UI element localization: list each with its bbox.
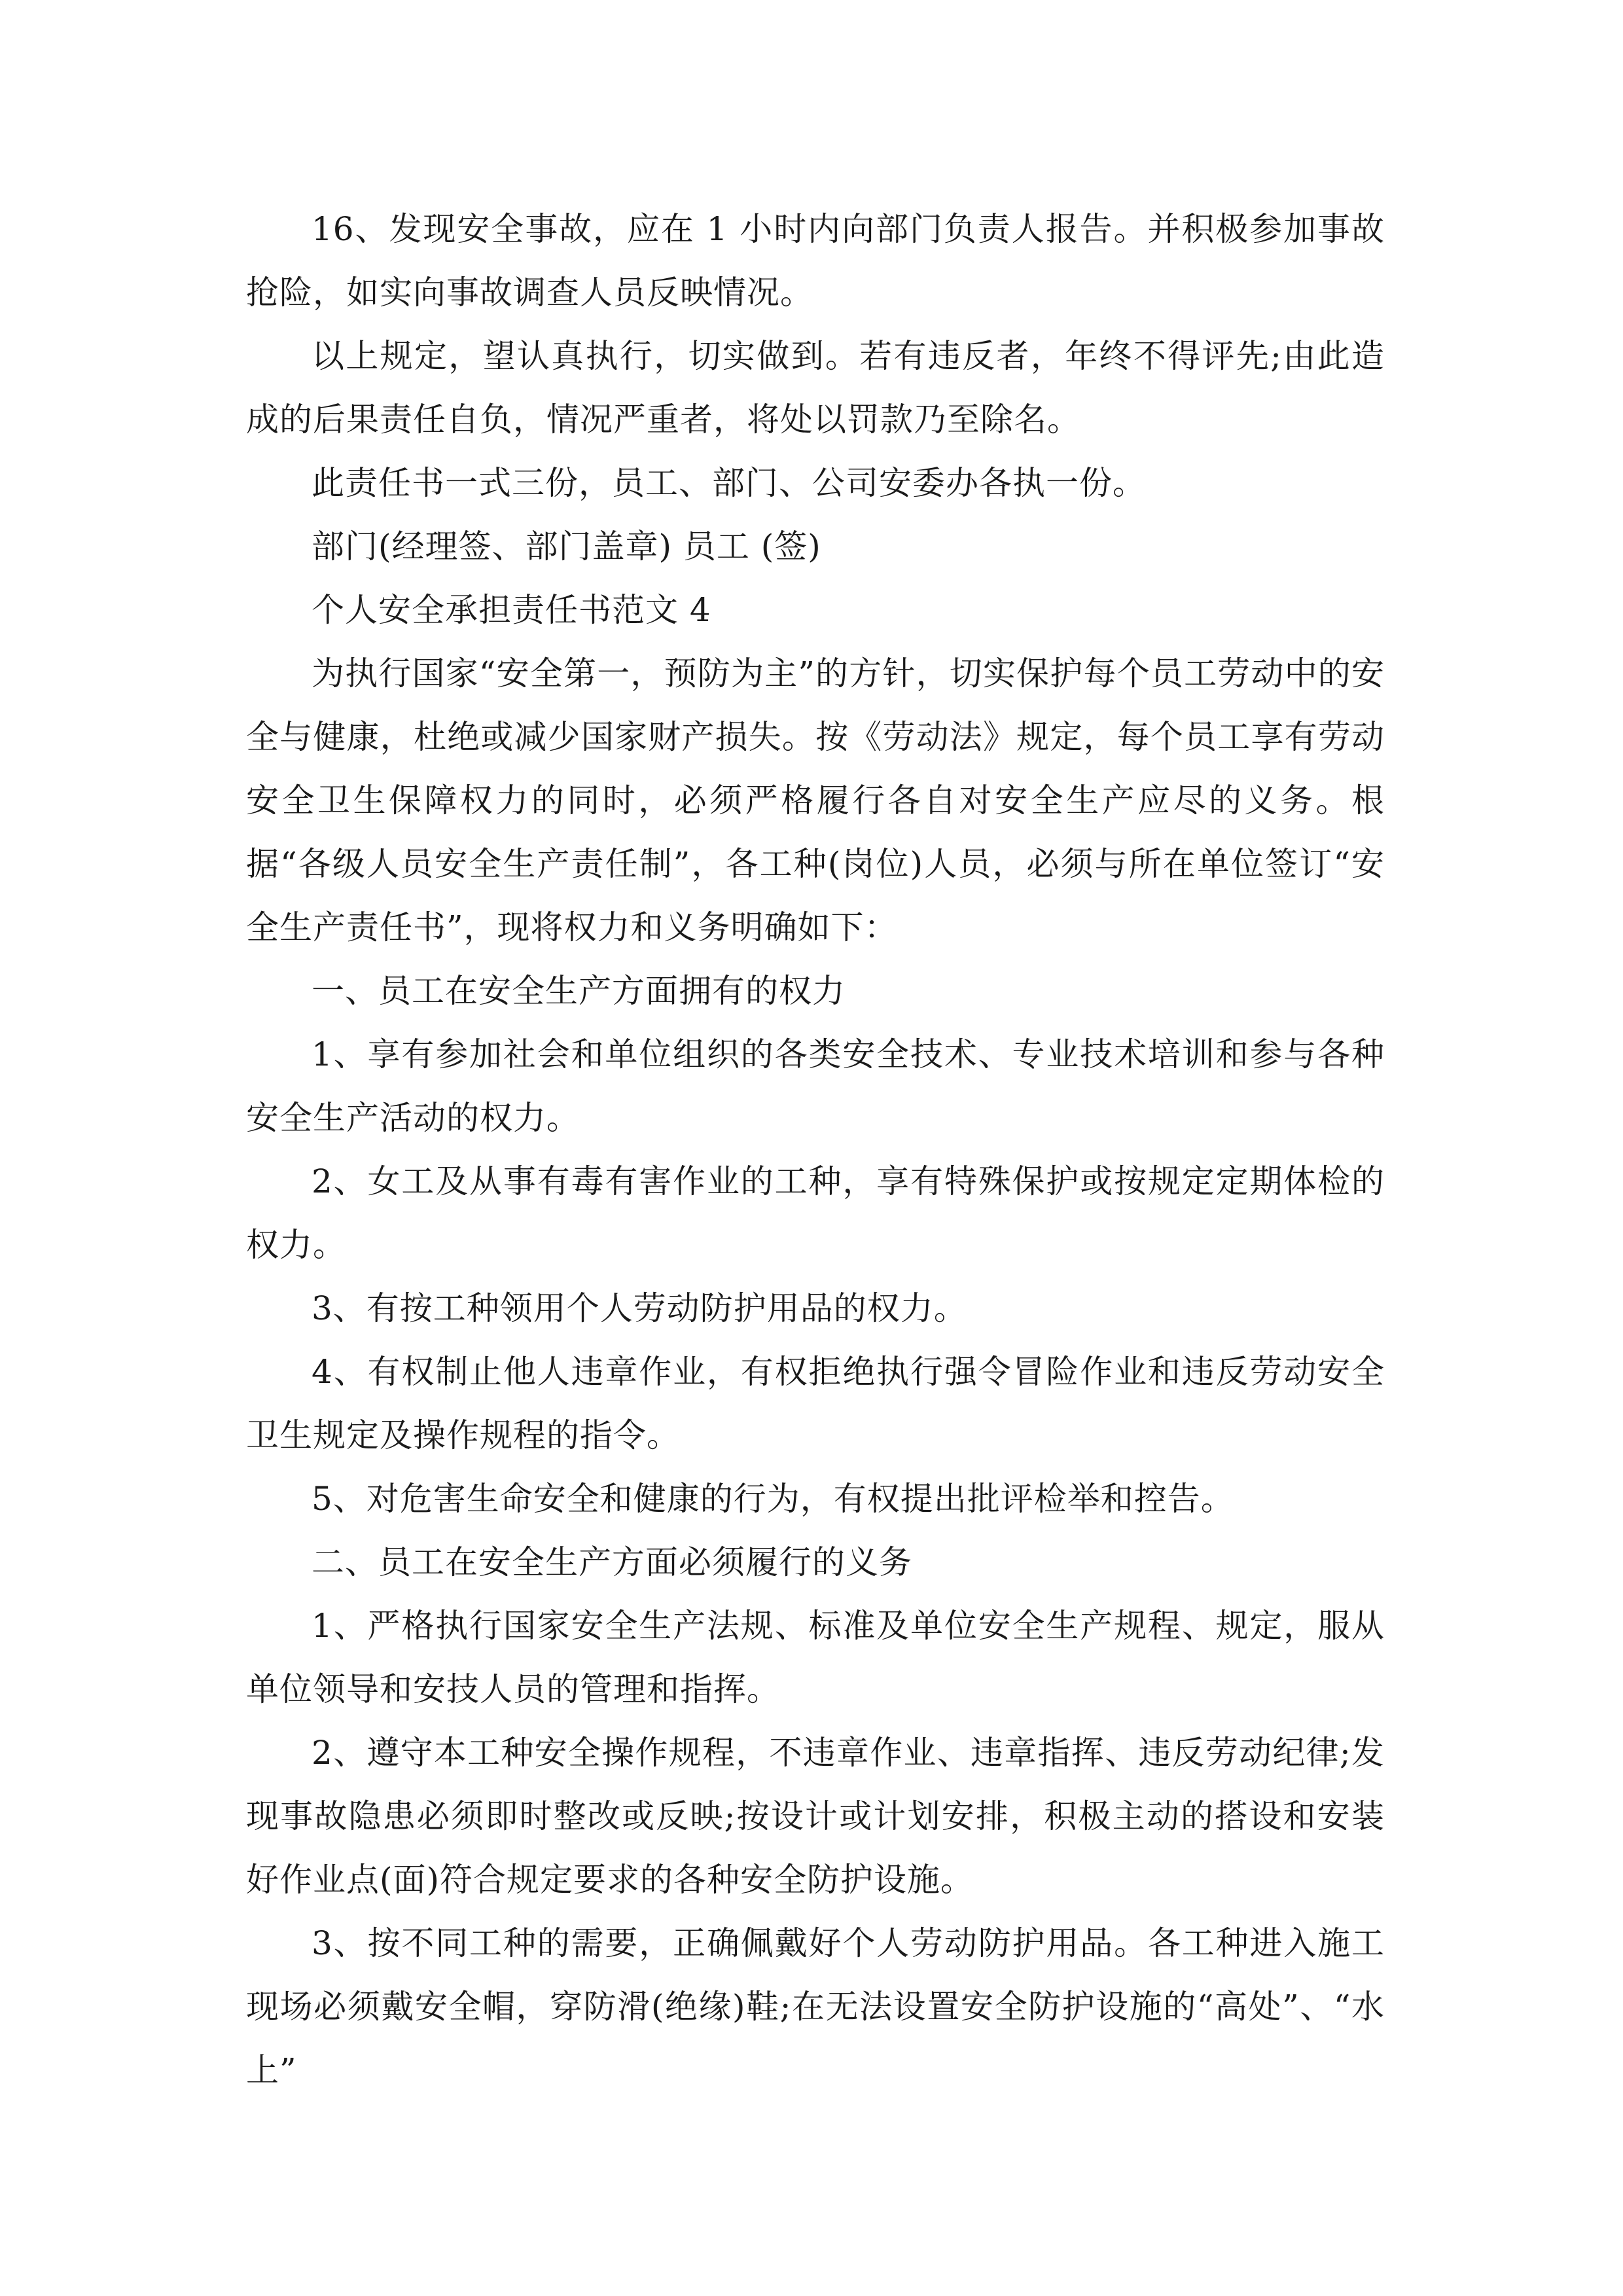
paragraph-intro: 为执行国家“安全第一，预防为主”的方针，切实保护每个员工劳动中的安全与健康，杜绝或减少国家财产损失。按《劳动法》规定，每个员工享有劳动安全卫生保障权力的同时，必须严格履行各自对安全生产应尽的义务。根据“各级人员安全生产责任制”，各工种(岗位)人员，必须与所在单位签订“安全生产责任书”，现将权力和义务明确如下： — [246, 655, 1385, 946]
obligations-item-2: 2、遵守本工种安全操作规程，不违章作业、违章指挥、违反劳动纪律;发现事故隐患必须即时整改或反映;按设计或计划安排，积极主动的搭设和安装好作业点(面)符合规定要求的各种安全防护设施。 — [246, 1734, 1385, 1899]
rights-item-4: 4、有权制止他人违章作业，有权拒绝执行强令冒险作业和违反劳动安全卫生规定及操作规程的指令。 — [246, 1353, 1385, 1454]
rights-item-3: 3、有按工种领用个人劳动防护用品的权力。 — [312, 1289, 967, 1327]
rights-item-1: 1、享有参加社会和单位组织的各类安全技术、专业技术培训和参与各种安全生产活动的权力。 — [246, 1035, 1385, 1137]
obligations-item-3: 3、按不同工种的需要，正确佩戴好个人劳动防护用品。各工种进入施工现场必须戴安全帽，穿防滑(绝缘)鞋;在无法设置安全防护设施的“高处”、“水上” — [246, 1924, 1385, 2089]
section-title-sample-4: 个人安全承担责任书范文 4 — [312, 591, 711, 629]
signature-line: 部门(经理签、部门盖章) 员工 (签) — [312, 528, 821, 565]
rights-item-2: 2、女工及从事有毒有害作业的工种，享有特殊保护或按规定定期体检的权力。 — [246, 1162, 1385, 1264]
rights-item-5: 5、对危害生命安全和健康的行为，有权提出批评检举和控告。 — [312, 1480, 1234, 1518]
heading-rights: 一、员工在安全生产方面拥有的权力 — [312, 972, 846, 1010]
paragraph-copies-note: 此责任书一式三份，员工、部门、公司安委办各执一份。 — [312, 464, 1146, 502]
paragraph-penalty-note: 以上规定，望认真执行，切实做到。若有违反者，年终不得评先;由此造成的后果责任自负，情况严重者，将处以罚款乃至除名。 — [246, 337, 1385, 439]
paragraph-accident-report: 16、发现安全事故，应在 1 小时内向部门负责人报告。并积极参加事故抢险，如实向事故调查人员反映情况。 — [246, 210, 1385, 312]
obligations-item-1: 1、严格执行国家安全生产法规、标准及单位安全生产规程、规定，服从单位领导和安技人员的管理和指挥。 — [246, 1607, 1385, 1708]
heading-obligations: 二、员工在安全生产方面必须履行的义务 — [312, 1543, 912, 1581]
document-body — [246, 198, 1385, 2102]
